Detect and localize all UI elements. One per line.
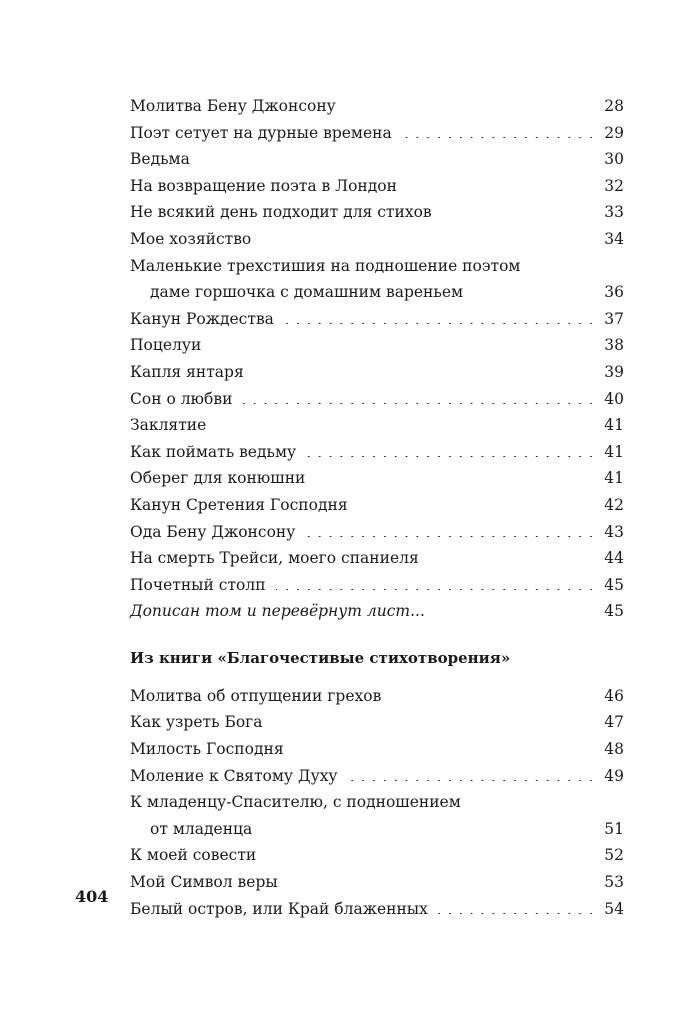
toc-entry-page: 51	[604, 819, 624, 838]
toc-entry-title: Капля янтаря	[130, 362, 244, 381]
toc-entry-page: 42	[604, 495, 624, 514]
toc-leader-dots	[315, 468, 594, 484]
toc-entry[interactable]	[130, 763, 624, 790]
toc-entry-page: 44	[604, 549, 624, 568]
toc-entry[interactable]	[130, 896, 624, 923]
toc-entry[interactable]	[130, 93, 624, 120]
page-number: 404	[75, 887, 109, 906]
toc-entry[interactable]	[130, 146, 624, 173]
toc-leader-dots	[216, 415, 594, 431]
toc-entry-page: 41	[604, 442, 624, 461]
toc-entry-title: Дописан том и перевёрнут лист...	[130, 602, 425, 621]
toc-entry-title: Ведьма	[130, 150, 190, 169]
toc-leader-dots	[242, 388, 594, 404]
toc-entry-title: Молитва об отпущении грехов	[130, 686, 382, 705]
toc-entry[interactable]	[130, 173, 624, 200]
toc-entry-page: 33	[604, 203, 624, 222]
toc-entry-title: Оберег для конюшни	[130, 469, 306, 488]
toc-entry-title: Как узреть Бога	[130, 713, 263, 732]
toc-entry-page: 45	[604, 602, 624, 621]
toc-entry-page: 40	[604, 389, 624, 408]
toc-entry-page: 47	[604, 713, 624, 732]
toc-entry[interactable]	[130, 120, 624, 147]
toc-entry-title: Мой Символ веры	[130, 873, 278, 892]
toc-entry-title: Заклятие	[130, 416, 207, 435]
toc-entry-page: 28	[604, 97, 624, 115]
toc-leader-dots	[288, 872, 594, 888]
toc-leader-dots	[211, 335, 594, 351]
toc-entry-title: Молитва Бену Джонсону	[130, 97, 336, 115]
toc-entry-title: Не всякий день подходит для стихов	[130, 203, 432, 222]
toc-entry-page: 30	[604, 150, 624, 169]
toc-entry-page: 41	[604, 416, 624, 435]
toc-entry-page: 49	[604, 766, 624, 785]
toc-leader-dots	[294, 739, 594, 755]
toc-entry[interactable]	[130, 253, 624, 306]
toc-entry[interactable]	[130, 492, 624, 519]
toc-leader-dots	[438, 898, 594, 914]
toc-entry[interactable]	[130, 869, 624, 896]
toc-leader-dots	[305, 521, 594, 537]
toc-entry-page: 41	[604, 469, 624, 488]
toc-entry[interactable]	[130, 709, 624, 736]
table-of-contents	[130, 93, 624, 922]
toc-entry-page: 37	[604, 309, 624, 328]
toc-leader-dots	[273, 712, 594, 728]
toc-entry-title: Канун Сретения Господня	[130, 495, 348, 514]
toc-entry-title: Мое хозяйство	[130, 229, 252, 248]
toc-leader-dots	[407, 175, 594, 191]
toc-leader-dots	[262, 818, 594, 834]
toc-entry[interactable]	[130, 842, 624, 869]
toc-entry-title-continuation: от младенца	[150, 819, 253, 838]
toc-leader-dots	[306, 441, 594, 457]
toc-entry[interactable]	[130, 465, 624, 492]
toc-leader-dots	[442, 202, 594, 218]
toc-leader-dots	[254, 361, 594, 377]
toc-entry-title: Милость Господня	[130, 740, 284, 759]
toc-entry[interactable]	[130, 598, 624, 625]
toc-entry-title: Почетный столп	[130, 575, 266, 594]
toc-entry-page: 39	[604, 362, 624, 381]
toc-entry-title: Канун Рождества	[130, 309, 274, 328]
toc-leader-dots	[346, 96, 594, 112]
toc-entry[interactable]	[130, 332, 624, 359]
toc-entry-title: Ода Бену Джонсону	[130, 522, 296, 541]
toc-entry-title: Маленькие трехстишия на подношение поэтом	[130, 256, 521, 275]
toc-leader-dots	[348, 765, 594, 781]
toc-entry-page: 46	[604, 686, 624, 705]
toc-entry-title: Поэт сетует на дурные времена	[130, 123, 392, 142]
toc-entry-page: 54	[604, 899, 624, 918]
toc-entry[interactable]	[130, 439, 624, 466]
toc-leader-dots	[429, 548, 594, 564]
toc-entry-title: К младенцу-Спасителю, с подношением	[130, 793, 461, 812]
toc-entry-title: На смерть Трейси, моего спаниеля	[130, 549, 419, 568]
toc-entry-title: Сон о любви	[130, 389, 233, 408]
toc-entry-title: Как поймать ведьму	[130, 442, 297, 461]
toc-entry[interactable]	[130, 226, 624, 253]
toc-entry[interactable]	[130, 199, 624, 226]
toc-entry-title-continuation: даме горшочка с домашним вареньем	[150, 283, 464, 302]
toc-entry[interactable]	[130, 359, 624, 386]
toc-entry[interactable]	[130, 386, 624, 413]
section-heading: Из книги «Благочестивые стихотворения»	[130, 648, 511, 667]
toc-leader-dots	[261, 228, 594, 244]
toc-entry-title: К моей совести	[130, 846, 257, 865]
toc-entry-page: 53	[604, 873, 624, 892]
toc-entry[interactable]	[130, 519, 624, 546]
toc-leader-dots	[284, 308, 594, 324]
toc-entry[interactable]	[130, 683, 624, 710]
toc-leader-dots	[200, 149, 594, 165]
toc-leader-dots	[391, 685, 594, 701]
toc-entry[interactable]	[130, 306, 624, 333]
toc-entry-page: 38	[604, 336, 624, 355]
toc-leader-dots	[473, 282, 594, 298]
toc-leader-dots	[276, 574, 594, 590]
toc-entry[interactable]	[130, 545, 624, 572]
toc-entry-page: 32	[604, 176, 624, 195]
toc-entry-title: На возвращение поэта в Лондон	[130, 176, 397, 195]
toc-entry-page: 36	[604, 283, 624, 302]
toc-entry-page: 34	[604, 229, 624, 248]
toc-entry-title: Моление к Святому Духу	[130, 766, 338, 785]
toc-leader-dots	[358, 494, 594, 510]
toc-entry-page: 43	[604, 522, 624, 541]
toc-entry-title: Белый остров, или Край блаженных	[130, 899, 428, 918]
toc-entry[interactable]	[130, 789, 624, 842]
toc-entry-page: 29	[604, 123, 624, 142]
toc-entry-page: 52	[604, 846, 624, 865]
toc-leader-dots	[266, 845, 594, 861]
toc-entry-title: Поцелуи	[130, 336, 202, 355]
toc-leader-dots	[402, 122, 594, 138]
toc-entry-page: 48	[604, 740, 624, 759]
toc-entry[interactable]	[130, 572, 624, 599]
toc-entry[interactable]	[130, 412, 624, 439]
toc-entry-page: 45	[604, 575, 624, 594]
toc-entry[interactable]	[130, 736, 624, 763]
toc-leader-dots	[435, 601, 594, 617]
